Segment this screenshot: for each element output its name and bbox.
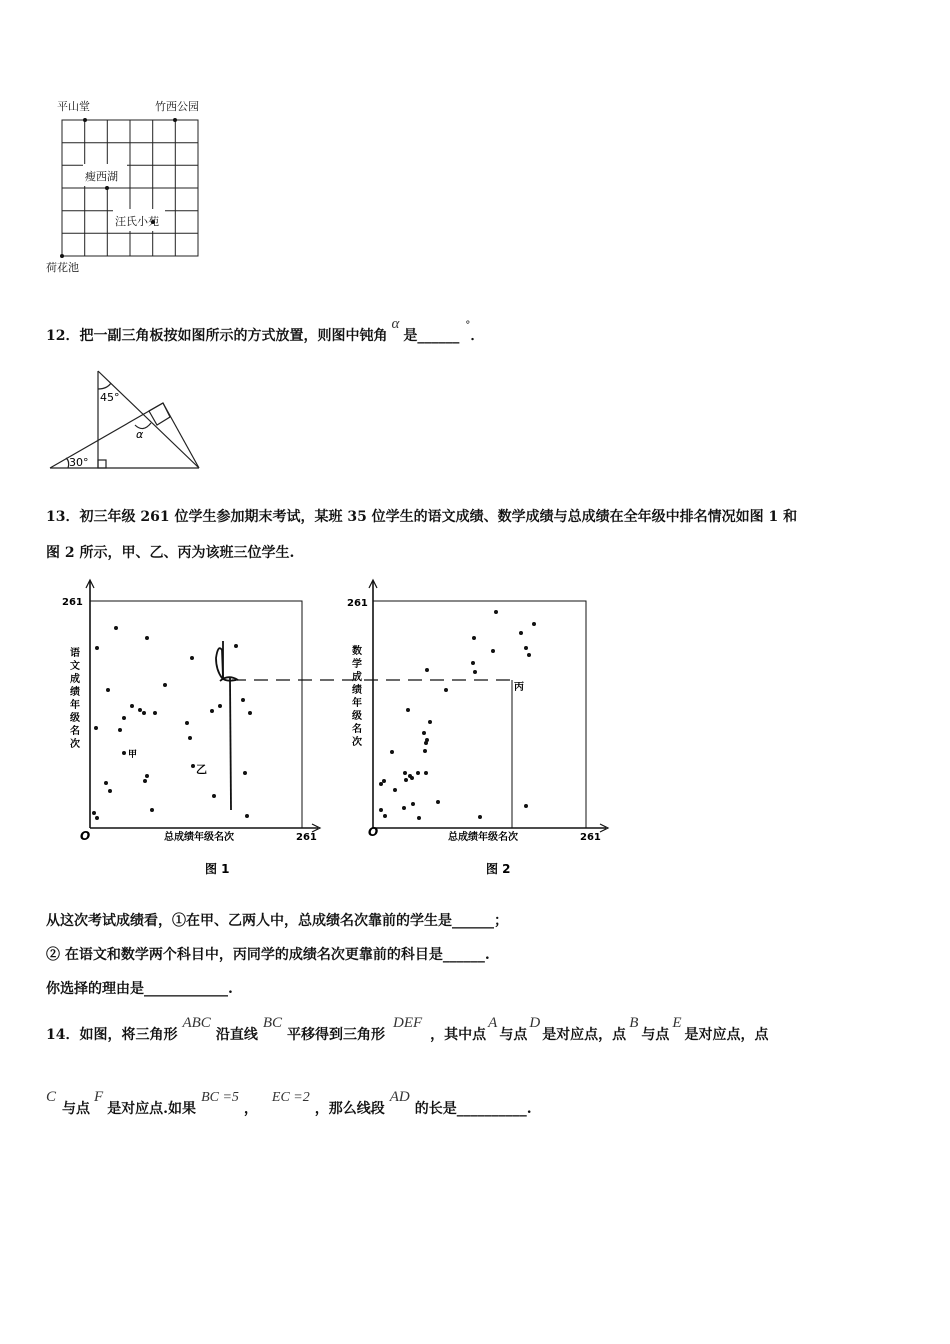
q14-p3: 平移得到三角形 (287, 1027, 385, 1043)
svg-text:数: 数 (352, 646, 362, 657)
q14-p4: ，其中点 (430, 1027, 487, 1043)
fig1-xmax: 261 (296, 832, 317, 843)
q14-p11: ， (243, 1101, 258, 1117)
q14-f: F (94, 1089, 104, 1105)
q14-p1: 14．如图，将三角形 (46, 1027, 178, 1043)
q14-bc5: BC =5 (201, 1090, 239, 1105)
map-label-shouxihu: 瘦西湖 (85, 170, 118, 183)
q14-p9: 与点 (62, 1101, 91, 1117)
q13-line2: 图 2 所示，甲、乙、丙为该班三位学生. (46, 545, 295, 561)
svg-text:语: 语 (70, 648, 80, 659)
fig1-xlabel: 总成绩年级名次 (164, 832, 234, 843)
q12-alpha: α (391, 316, 400, 332)
fig1-ylabel (70, 646, 80, 750)
map-label-hehuachi: 荷花池 (46, 261, 79, 274)
svg-text:成: 成 (70, 674, 80, 685)
fig2-ylabel (352, 644, 362, 748)
q14-a: A (488, 1015, 498, 1031)
map-point-zhuxi (173, 118, 177, 122)
q13-sub3: 你选择的理由是____________. (46, 981, 233, 997)
q14-ad: AD (389, 1089, 410, 1105)
svg-text:次: 次 (70, 739, 80, 750)
fig2-caption: 图 2 (486, 862, 511, 876)
q12-angle-45: 45° (100, 391, 120, 404)
fig2-point-bing: 丙 (514, 682, 524, 693)
fig2-origin: O (368, 825, 379, 839)
svg-text:次: 次 (352, 737, 362, 748)
q14-p8: 是对应点，点 (684, 1027, 769, 1043)
map-grid (55, 112, 205, 262)
q14-b: B (629, 1015, 639, 1031)
q14-ec2: EC =2 (271, 1090, 310, 1105)
q12-angle-alpha: α (136, 428, 144, 441)
q14-line1 (46, 1015, 769, 1044)
q12-text (46, 316, 485, 345)
q14-e: E (672, 1015, 682, 1031)
q12-angle-30: 30° (69, 456, 89, 469)
q14-p6: 是对应点，点 (542, 1027, 627, 1043)
q14-d: D (529, 1015, 541, 1031)
q14-p13: 的长是__________. (414, 1101, 532, 1117)
fig1-point-yi: 乙 (196, 763, 207, 776)
map-point-pingshantang (83, 118, 87, 122)
map-point-hehuachi (60, 254, 64, 258)
fig2-xlabel: 总成绩年级名次 (448, 832, 518, 843)
q13-sub2: ② 在语文和数学两个科目中，丙同学的成绩名次更靠前的科目是______. (46, 947, 490, 963)
fig2-axes (373, 581, 606, 828)
fig1-origin: O (80, 829, 91, 843)
q13-sub1: 从这次考试成绩看，①在甲、乙两人中，总成绩名次靠前的学生是______； (46, 913, 508, 929)
svg-text:级: 级 (352, 711, 362, 722)
svg-text:名: 名 (352, 724, 362, 735)
svg-text:成: 成 (352, 672, 362, 683)
fig2-xmax: 261 (580, 832, 601, 843)
q14-def: DEF (393, 1015, 423, 1031)
q14-p10: 是对应点.如果 (107, 1101, 197, 1117)
svg-text:文: 文 (70, 661, 80, 672)
q14-p12: ，那么线段 (314, 1101, 385, 1117)
q12-triangle-figure (45, 365, 205, 475)
q14-bc: BC (262, 1015, 282, 1031)
q14-p5: 与点 (499, 1027, 528, 1043)
svg-text:级: 级 (70, 713, 80, 724)
q12-degree: ° (465, 320, 471, 331)
map-label-wangshi: 汪氏小苑 (115, 215, 159, 228)
q12-text-before: 12．把一副三角板按如图所示的方式放置，则图中钝角 (46, 328, 388, 344)
fig1-points (92, 626, 252, 820)
q13-figures (40, 578, 620, 888)
fig1-ymax: 261 (62, 597, 83, 608)
svg-text:绩: 绩 (352, 685, 362, 696)
map-label-pingshantang: 平山堂 (57, 100, 90, 113)
q12-end: ． (470, 328, 485, 344)
svg-text:学: 学 (352, 659, 362, 670)
q14-abc: ABC (182, 1015, 211, 1031)
q14-p2: 沿直线 (215, 1027, 258, 1043)
q12-text-after: 是______ (403, 328, 460, 344)
map-label-zhuxi-park: 竹西公园 (155, 100, 199, 113)
q14-p7: 与点 (641, 1027, 670, 1043)
svg-text:绩: 绩 (70, 687, 80, 698)
svg-text:名: 名 (70, 726, 80, 737)
svg-text:年: 年 (352, 698, 362, 709)
fig1-point-jia: 甲 (128, 750, 138, 760)
fig1-caption: 图 1 (205, 862, 230, 876)
q14-line2 (46, 1089, 532, 1118)
map-point-shouxihu (105, 186, 109, 190)
q13-line1: 13．初三年级 261 位学生参加期末考试，某班 35 位学生的语文成绩、数学成绩与总成绩在全年级中排名情况如图 1 和 (46, 509, 798, 525)
fig2-ymax: 261 (347, 598, 368, 609)
q14-c: C (46, 1089, 57, 1105)
svg-text:年: 年 (70, 700, 80, 711)
fig1-axes (90, 581, 318, 828)
